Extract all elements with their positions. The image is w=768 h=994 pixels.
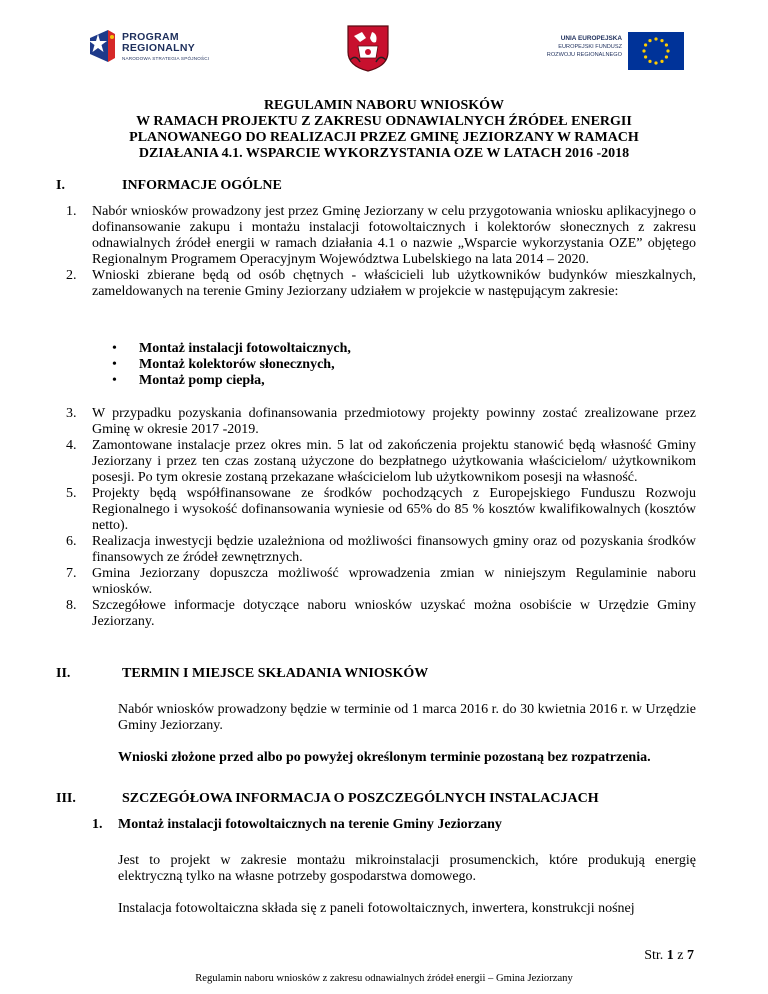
title-line3: PLANOWANEGO DO REALIZACJI PRZEZ GMINĘ JEZIORZANY W RAMACH — [129, 130, 639, 145]
list-item-number: 4. — [66, 438, 77, 453]
eu-line1: UNIA EUROPEJSKA — [560, 35, 622, 42]
scope-bullet-list — [112, 341, 351, 389]
program-star-mark — [86, 28, 116, 64]
list-item — [66, 486, 696, 534]
eu-logo — [528, 32, 684, 70]
list-item-text: W przypadku pozyskania dofinansowania przedmiotowy projekty powinny zostać zrealizowane przez Gminę w okresie 2017 -2019. — [92, 406, 696, 437]
list-item-number: 6. — [66, 534, 77, 549]
list-item-number: 2. — [66, 268, 77, 283]
page-total: 7 — [687, 948, 694, 963]
header-logos — [0, 24, 768, 80]
bullet-item: • Montaż pomp ciepła, — [112, 373, 351, 389]
list-item-text: Zamontowane instalacje przez okres min. 5 lat od zakończenia projektu stanowić będą własność Gminy Jeziorzany i przez ten czas zostaną użyczone do bezpłatnego użytkowania właścicielom/ użytkownikom posesji. Po tym okresie zostaną przekazane właścicielom lub użytkownikom posesji na własność. — [92, 438, 696, 485]
section-1-list-b — [66, 406, 696, 630]
list-item-text: Szczegółowe informacje dotyczące naboru wniosków uzyskać można osobiście w Urzędzie Gminy Jeziorzany. — [92, 598, 696, 629]
bullet-item: • Montaż kolektorów słonecznych, — [112, 357, 351, 373]
eu-line3: ROZWOJU REGIONALNEGO — [546, 52, 622, 58]
section-2-number: II. — [56, 666, 71, 681]
bullet-item: • Montaż instalacji fotowoltaicznych, — [112, 341, 351, 357]
program-line2: REGIONALNY — [122, 42, 196, 54]
list-item-text: Projekty będą współfinansowane ze środków pochodzących z Europejskiego Funduszu Rozwoju Regionalnego i wysokość dofinansowania wyniesie od 65% do 85 % kosztów kwalifikowalnych (kosztów netto). — [92, 486, 696, 533]
page-prefix: Str. — [644, 948, 667, 963]
list-item-text: Realizacja inwestycji będzie uzależniona od możliwości finansowych gminy oraz od pozyskania środków finansowych ze źródeł zewnętrznych. — [92, 534, 696, 565]
section-2-title: TERMIN I MIEJSCE SKŁADANIA WNIOSKÓW — [122, 666, 429, 681]
section-3-title: SZCZEGÓŁOWA INFORMACJA O POSZCZEGÓLNYCH INSTALACJACH — [122, 791, 599, 806]
eu-flag-icon — [628, 32, 684, 70]
list-item-number: 8. — [66, 598, 77, 613]
section-3-paragraph-1: Jest to projekt w zakresie montażu mikroinstalacji prosumenckich, które produkują energię elektryczną tylko na własne potrzeby gospodarstwa domowego. — [118, 853, 696, 884]
page-number — [644, 948, 694, 964]
list-item-number: 1. — [66, 204, 77, 219]
list-item — [66, 204, 696, 268]
subsection-1-number: 1. — [92, 817, 103, 832]
title-line2: W RAMACH PROJEKTU Z ZAKRESU ODNAWIALNYCH ŹRÓDEŁ ENERGII — [136, 114, 632, 129]
section-1-number: I. — [56, 178, 65, 193]
list-item — [66, 566, 696, 598]
list-item — [66, 438, 696, 486]
list-item-number: 7. — [66, 566, 77, 581]
list-item — [66, 598, 696, 630]
list-item — [66, 406, 696, 438]
title-line1: REGULAMIN NABORU WNIOSKÓW — [263, 98, 505, 113]
page-current: 1 — [666, 948, 674, 963]
eu-line2: EUROPEJSKI FUNDUSZ — [558, 44, 622, 50]
section-2-paragraph-2: Wnioski złożone przed albo po powyżej określonym terminie pozostaną bez rozpatrzenia. — [118, 750, 651, 765]
subsection-1-title: Montaż instalacji fotowoltaicznych na terenie Gminy Jeziorzany — [118, 817, 502, 832]
section-1-list-a — [66, 204, 696, 300]
list-item — [66, 268, 696, 300]
section-3-paragraph-2: Instalacja fotowoltaiczna składa się z paneli fotowoltaicznych, inwertera, konstrukcji nośnej — [118, 901, 635, 916]
list-item-number: 5. — [66, 486, 77, 501]
page-separator: z — [673, 948, 687, 963]
list-item-text: Nabór wniosków prowadzony jest przez Gminę Jeziorzany w celu przygotowania wniosku aplikacyjnego o dofinansowanie zakupu i montażu instalacji fotowoltaicznych i kolektorów słonecznych z zakresu odnawialnych źródeł energii w ramach działania 4.1 o nazwie „Wsparcie wykorzystania OZE” objętego Regionalnym Programem Operacyjnym Województwa Lubelskiego na lata 2014 – 2020. — [92, 204, 696, 267]
section-2-paragraph-1: Nabór wniosków prowadzony będzie w terminie od 1 marca 2016 r. do 30 kwietnia 2016 r. w Urzędzie Gminy Jeziorzany. — [118, 702, 696, 733]
section-3-number: III. — [56, 791, 76, 806]
program-regionalny-logo — [86, 28, 216, 68]
list-item-text: Gmina Jeziorzany dopuszcza możliwość wprowadzenia zmian w niniejszym Regulaminie naboru wniosków. — [92, 566, 696, 597]
coat-of-arms-icon — [346, 24, 390, 72]
title-line4: DZIAŁANIA 4.1. WSPARCIE WYKORZYSTANIA OZE W LATACH 2016 -2018 — [138, 146, 630, 161]
footer-text: Regulamin naboru wniosków z zakresu odnawialnych źródeł energii – Gmina Jeziorzany — [195, 973, 573, 984]
section-1-title: INFORMACJE OGÓLNE — [122, 178, 282, 193]
program-line3: NARODOWA STRATEGIA SPÓJNOŚCI — [122, 56, 210, 61]
list-item — [66, 534, 696, 566]
program-line1: PROGRAM — [122, 31, 179, 43]
document-title — [100, 98, 668, 162]
list-item-number: 3. — [66, 406, 77, 421]
list-item-text: Wnioski zbierane będą od osób chętnych - właścicieli lub użytkowników budynków mieszkalnych, zameldowanych na terenie Gminy Jeziorzany udziałem w projekcie w następującym zakresie: — [92, 268, 696, 299]
